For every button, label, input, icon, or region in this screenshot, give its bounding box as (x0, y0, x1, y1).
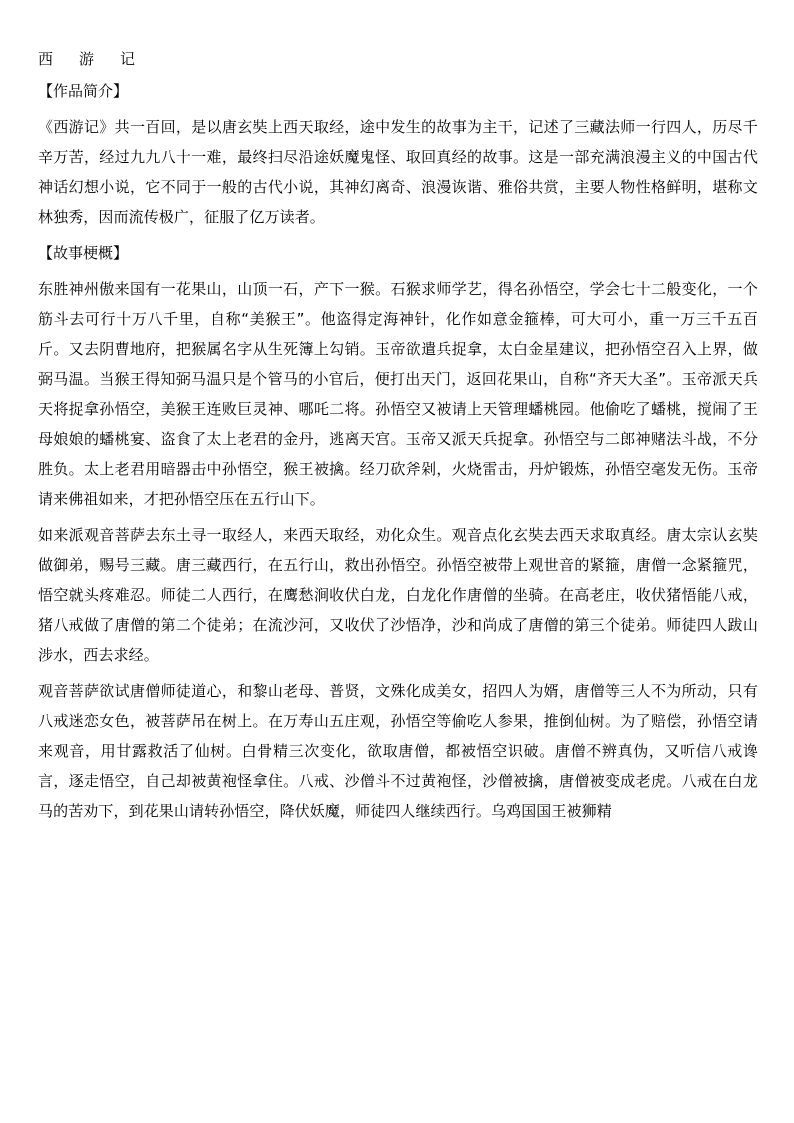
intro-paragraph: 《西游记》共一百回，是以唐玄奘上西天取经，途中发生的故事为主干，记述了三藏法师一行四人，历尽千辛万苦，经过九九八十一难，最终扫尽沿途妖魔鬼怪、取回真经的故事。这是一部充满浪漫主义的中国古代神话幻想小说，它不同于一般的古代小说，其神幻离奇、浪漫诙谐、雅俗共赏，主要人物性格鲜明，堪称文林独秀，因而流传极广，征服了亿万读者。 (38, 118, 758, 226)
section-heading-synopsis: 【故事梗概】 (38, 244, 129, 262)
document-title (38, 44, 758, 74)
document-page (38, 44, 758, 832)
title-char: 西 (38, 50, 54, 68)
title-char: 记 (120, 50, 136, 68)
synopsis-paragraph: 如来派观音菩萨去东土寻一取经人，来西天取经，劝化众生。观音点化玄奘去西天求取真经。唐太宗认玄奘做御弟，赐号三藏。唐三藏西行，在五行山，救出孙悟空。孙悟空被带上观世音的紧箍，唐僧一念紧箍咒，悟空就头疼难忍。师徒二人西行，在鹰愁涧收伏白龙，白龙化作唐僧的坐骑。在高老庄，收伏猪悟能八戒，猪八戒做了唐僧的第二个徒弟；在流沙河，又收伏了沙悟净，沙和尚成了唐僧的第三个徒弟。师徒四人跋山涉水，西去求经。 (38, 526, 758, 664)
section-heading-intro: 【作品简介】 (38, 82, 129, 100)
title-char: 游 (79, 50, 95, 68)
synopsis-paragraph: 观音菩萨欲试唐僧师徒道心，和黎山老母、普贤，文殊化成美女，招四人为婿，唐僧等三人不为所动，只有八戒迷恋女色，被菩萨吊在树上。在万寿山五庄观，孙悟空等偷吃人参果，推倒仙树。为了赔偿，孙悟空请来观音，用甘露救活了仙树。白骨精三次变化，欲取唐僧，都被悟空识破。唐僧不辨真伪，又听信八戒谗言，逐走悟空，自己却被黄袍怪拿住。八戒、沙僧斗不过黄袍怪，沙僧被擒，唐僧被变成老虎。八戒在白龙马的苦劝下，到花果山请转孙悟空，降伏妖魔，师徒四人继续西行。乌鸡国国王被狮精 (38, 682, 758, 820)
synopsis-paragraph: 东胜神州傲来国有一花果山，山顶一石，产下一猴。石猴求师学艺，得名孙悟空，学会七十二般变化，一个筋斗去可行十万八千里，自称“美猴王”。他盗得定海神针，化作如意金箍棒，可大可小，重一万三千五百斤。又去阴曹地府，把猴属名字从生死簿上勾销。玉帝欲遣兵捉拿，太白金星建议，把孙悟空召入上界，做弼马温。当猴王得知弼马温只是个管马的小官后，便打出天门，返回花果山，自称“齐天大圣”。玉帝派天兵天将捉拿孙悟空，美猴王连败巨灵神、哪吒二将。孙悟空又被请上天管理蟠桃园。他偷吃了蟠桃，搅闹了王母娘娘的蟠桃宴、盗食了太上老君的金丹，逃离天宫。玉帝又派天兵捉拿。孙悟空与二郎神赌法斗战，不分胜负。太上老君用暗器击中孙悟空，猴王被擒。经刀砍斧剁，火烧雷击，丹炉锻炼，孙悟空毫发无伤。玉帝请来佛祖如来，才把孙悟空压在五行山下。 (38, 280, 758, 508)
